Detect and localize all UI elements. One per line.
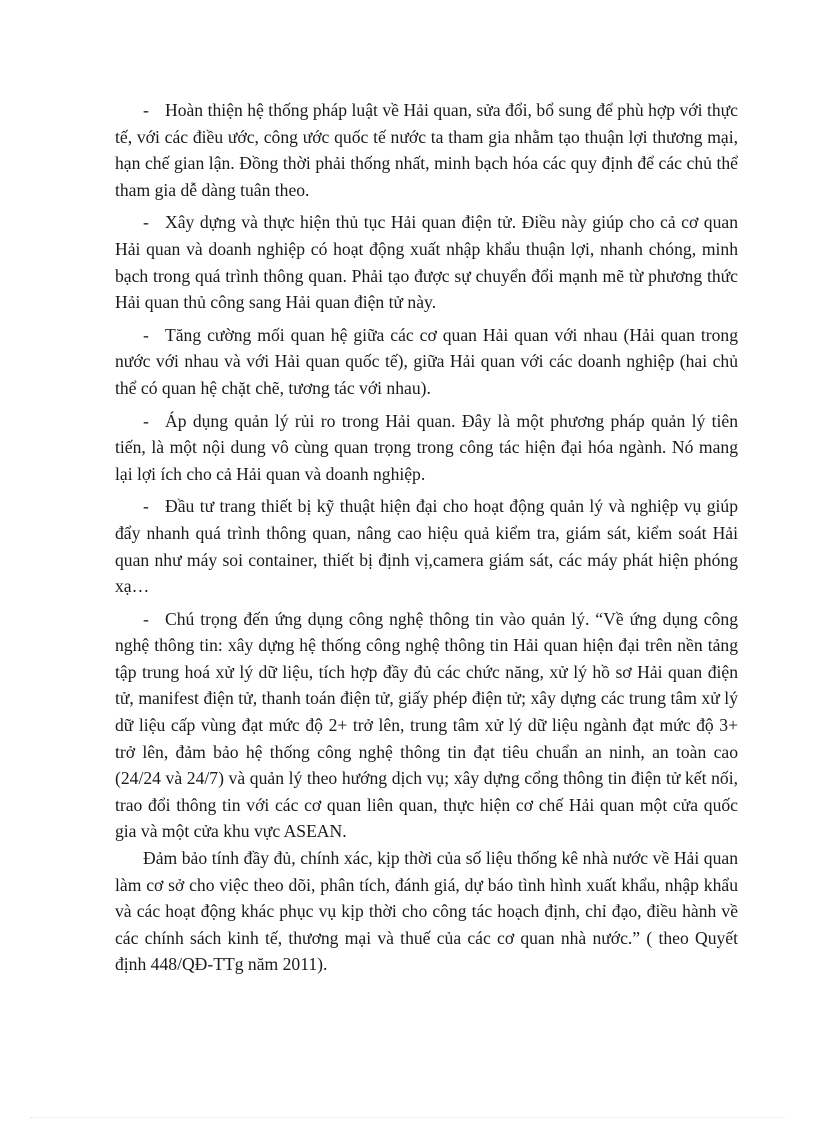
- paragraph-text: Hoàn thiện hệ thống pháp luật về Hải quan, sửa đổi, bổ sung để phù hợp với thực tế, với các điều ước, công ước quốc tế nước ta tham gia nhằm tạo thuận lợi thương mại, hạn chế gian lận. Đồng thời phải thống nhất, minh bạch hóa các quy định để các chủ thể tham gia dễ dàng tuân theo.: [115, 100, 738, 200]
- paragraph-1: [115, 97, 738, 203]
- paragraph-6: [115, 606, 738, 845]
- document-body: [115, 97, 738, 978]
- bullet-marker: -: [143, 496, 149, 517]
- paragraph-text: Tăng cường mối quan hệ giữa các cơ quan Hải quan với nhau (Hải quan trong nước với nhau và với Hải quan quốc tế), giữa Hải quan với các doanh nghiệp (hai chủ thể có quan hệ chặt chẽ, tương tác với nhau).: [115, 324, 738, 398]
- paragraph-2: [115, 209, 738, 315]
- bullet-marker: -: [143, 212, 149, 233]
- bullet-marker: -: [143, 324, 149, 345]
- paragraph-5: [115, 493, 738, 599]
- paragraph-text: Áp dụng quản lý rủi ro trong Hải quan. Đây là một phương pháp quản lý tiên tiến, là một nội dung vô cùng quan trọng trong công tác hiện đại hóa ngành. Nó mang lại lợi ích cho cả Hải quan và doanh nghiệp.: [115, 410, 738, 484]
- page-bottom-rule: [30, 1117, 786, 1118]
- paragraph-4: [115, 408, 738, 488]
- paragraph-text: Đầu tư trang thiết bị kỹ thuật hiện đại cho hoạt động quản lý và nghiệp vụ giúp đẩy nhanh quá trình thông quan, nâng cao hiệu quả kiểm tra, giám sát, kiểm soát Hải quan như máy soi container, thiết bị định vị,camera giám sát, các máy phát hiện phóng xạ…: [115, 496, 738, 597]
- paragraph-text: Đảm bảo tính đầy đủ, chính xác, kịp thời của số liệu thống kê nhà nước về Hải quan làm cơ sở cho việc theo dõi, phân tích, đánh giá, dự báo tình hình xuất khẩu, nhập khẩu và các hoạt động khác phục vụ kịp thời cho công tác hoạch định, chỉ đạo, điều hành về các chính sách kinh tế, thương mại và thuế của các cơ quan nhà nước.” ( theo Quyết định 448/QĐ-TTg năm 2011).: [115, 848, 738, 975]
- paragraph-text: Xây dựng và thực hiện thủ tục Hải quan điện tử. Điều này giúp cho cả cơ quan Hải quan và doanh nghiệp có hoạt động xuất nhập khẩu thuận lợi, nhanh chóng, minh bạch trong quá trình thông quan. Phải tạo được sự chuyển đổi mạnh mẽ từ phương thức Hải quan thủ công sang Hải quan điện tử này.: [115, 212, 738, 313]
- paragraph-3: [115, 322, 738, 402]
- paragraph-7: [115, 845, 738, 978]
- bullet-marker: -: [143, 410, 149, 431]
- paragraph-text: Chú trọng đến ứng dụng công nghệ thông tin vào quản lý. “Về ứng dụng công nghệ thông tin: xây dựng hệ thống công nghệ thông tin Hải quan hiện đại trên nền tảng tập trung hoá xử lý dữ liệu, tích hợp đầy đủ các chức năng, xử lý hồ sơ Hải quan điện tử, manifest điện tử, thanh toán điện tử, giấy phép điện tử; xây dựng các trung tâm xử lý dữ liệu cấp vùng đạt mức độ 2+ trở lên, trung tâm xử lý dữ liệu ngành đạt mức độ 3+ trở lên, đảm bảo hệ thống công nghệ thông tin đạt tiêu chuẩn an ninh, an toàn cao (24/24 và 24/7) và quản lý theo hướng dịch vụ; xây dựng cổng thông tin điện tử kết nối, trao đổi thông tin với các cơ quan liên quan, thực hiện cơ chế Hải quan một cửa quốc gia và một cửa khu vực ASEAN.: [115, 608, 738, 842]
- bullet-marker: -: [143, 608, 149, 629]
- bullet-marker: -: [143, 100, 149, 120]
